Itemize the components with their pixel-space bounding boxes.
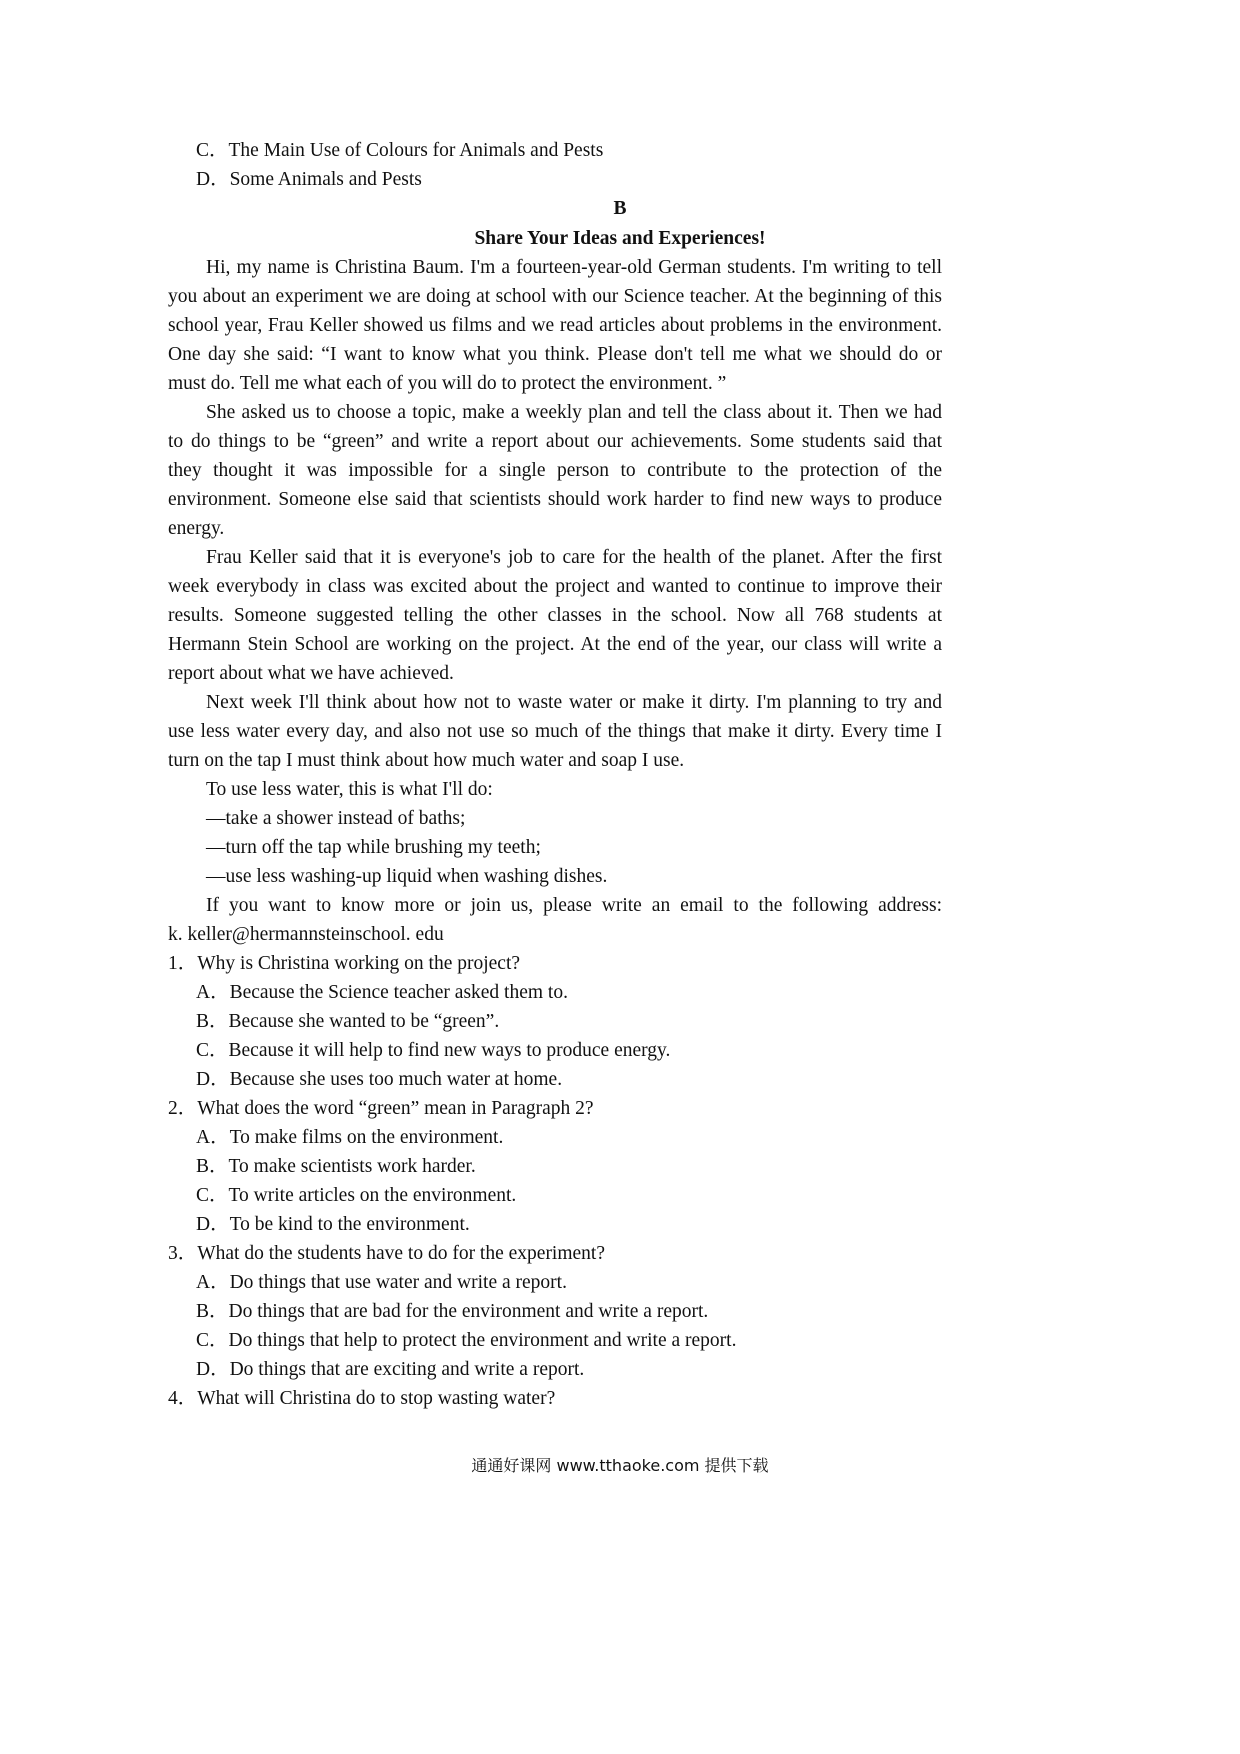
passage-line: use less water every day, and also not use so much of the things that make it dirty. Every time I	[168, 721, 942, 742]
question-stem: 2．What does the word “green” mean in Paragraph 2?	[168, 1098, 594, 1119]
passage-line: school year, Frau Keller showed us films and we read articles about problems in the environment.	[168, 315, 942, 336]
question-stem: 4．What will Christina do to stop wasting water?	[168, 1388, 556, 1409]
question-stem: 3．What do the students have to do for the experiment?	[168, 1243, 605, 1264]
passage-line: must do. Tell me what each of you will do to protect the environment. ”	[168, 373, 727, 394]
section-letter: B	[613, 198, 627, 219]
passage-list-item: —take a shower instead of baths;	[206, 808, 466, 829]
passage-line: If you want to know more or join us, please write an email to the following address:	[206, 895, 942, 916]
passage-list-item: —use less washing-up liquid when washing dishes.	[206, 866, 608, 887]
passage-line: to do things to be “green” and write a report about our achievements. Some students said that	[168, 431, 942, 452]
prev-option-c: C．The Main Use of Colours for Animals and Pests	[196, 140, 604, 161]
passage-line: week everybody in class was excited about the project and wanted to continue to improve their	[168, 576, 942, 597]
question-option: C．To write articles on the environment.	[196, 1185, 517, 1206]
passage-line: Next week I'll think about how not to waste water or make it dirty. I'm planning to try and	[206, 692, 942, 713]
passage-line: One day she said: “I want to know what you think. Please don't tell me what we should do or	[168, 344, 942, 365]
passage-line: they thought it was impossible for a single person to contribute to the protection of the	[168, 460, 942, 481]
passage-line: Hi, my name is Christina Baum. I'm a fourteen-year-old German students. I'm writing to tell	[206, 257, 942, 278]
passage-line: report about what we have achieved.	[168, 663, 454, 684]
passage-line: Hermann Stein School are working on the project. At the end of the year, our class will write a	[168, 634, 942, 655]
question-option: B．To make scientists work harder.	[196, 1156, 476, 1177]
passage-line: environment. Someone else said that scientists should work harder to find new ways to produce	[168, 489, 942, 510]
passage-line: She asked us to choose a topic, make a weekly plan and tell the class about it. Then we had	[206, 402, 942, 423]
prev-option-d: D．Some Animals and Pests	[196, 169, 422, 190]
page-footer: 通通好课网 www.tthaoke.com 提供下载	[471, 1456, 769, 1475]
question-option: B．Because she wanted to be “green”.	[196, 1011, 500, 1032]
question-option: C．Do things that help to protect the environment and write a report.	[196, 1330, 737, 1351]
question-option: A．To make films on the environment.	[196, 1127, 504, 1148]
passage-line: you about an experiment we are doing at school with our Science teacher. At the beginning of this	[168, 286, 942, 307]
question-option: B．Do things that are bad for the environment and write a report.	[196, 1301, 709, 1322]
passage-line: To use less water, this is what I'll do:	[206, 779, 493, 800]
passage-line: Frau Keller said that it is everyone's job to care for the health of the planet. After the first	[206, 547, 942, 568]
passage-title: Share Your Ideas and Experiences!	[474, 228, 766, 249]
passage-line: results. Someone suggested telling the other classes in the school. Now all 768 students at	[168, 605, 942, 626]
passage-line: turn on the tap I must think about how much water and soap I use.	[168, 750, 685, 771]
question-option: A．Because the Science teacher asked them to.	[196, 982, 568, 1003]
question-stem: 1．Why is Christina working on the project?	[168, 953, 521, 974]
question-option: D．Because she uses too much water at home.	[196, 1069, 563, 1090]
question-option: C．Because it will help to find new ways to produce energy.	[196, 1040, 671, 1061]
email-address: k. keller@hermannsteinschool. edu	[168, 924, 444, 945]
question-option: A．Do things that use water and write a report.	[196, 1272, 567, 1293]
passage-line: energy.	[168, 518, 225, 539]
passage-list-item: —turn off the tap while brushing my teeth;	[206, 837, 541, 858]
question-option: D．To be kind to the environment.	[196, 1214, 470, 1235]
question-option: D．Do things that are exciting and write a report.	[196, 1359, 585, 1380]
